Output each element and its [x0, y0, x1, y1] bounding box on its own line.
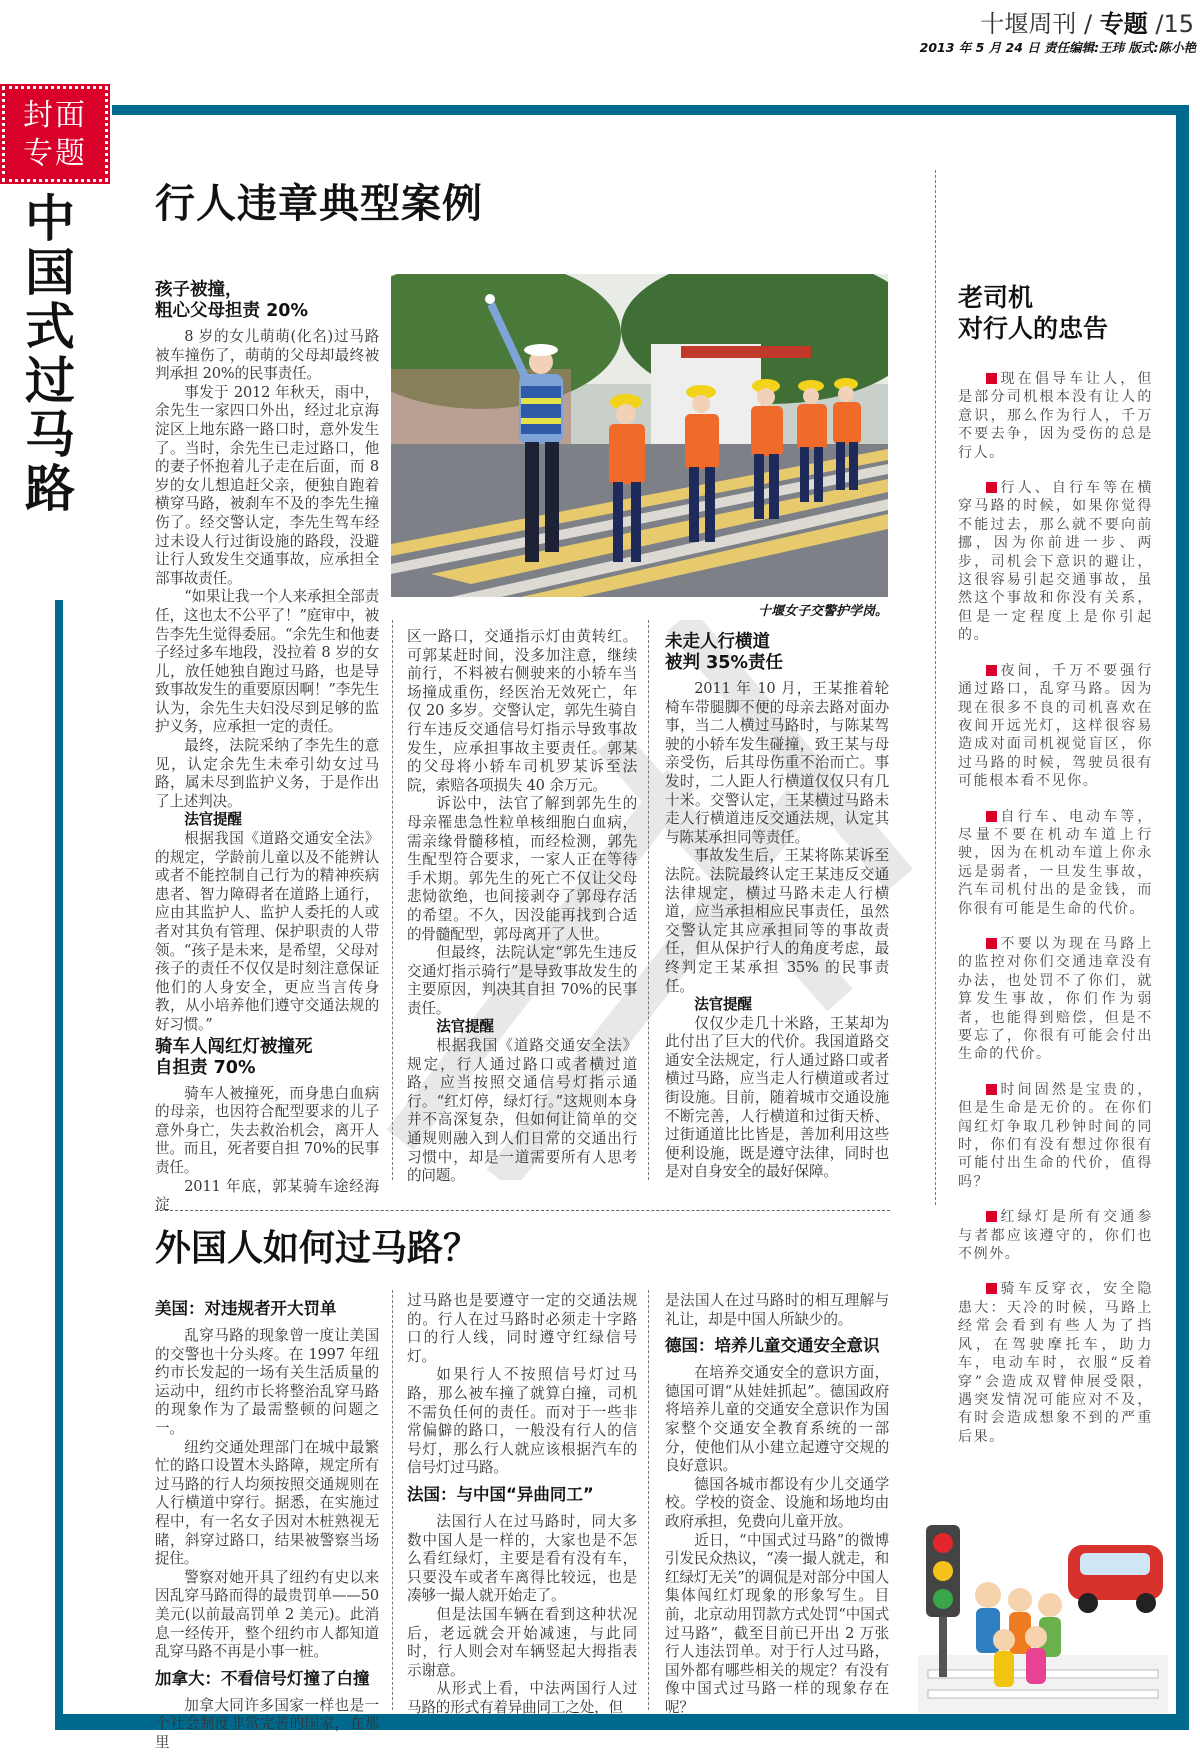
article-paragraph: 最终，法院采纳了李先生的意见，认定余先生未牵引幼女过马路，属未尽到监护义务，于是作出了上述判决。: [155, 737, 379, 810]
driver-advice-sidebar: [958, 282, 1153, 1463]
article-paragraph: 法国行人在过马路时，同大多数中国人是一样的，大家也是不怎么看红绿灯，主要是看有没有车，只要没车或者车离得比较远，也是凑够一撮人就开始走了。: [407, 1512, 637, 1605]
article-paragraph: 8 岁的女儿萌萌(化名)过马路被车撞伤了，萌萌的父母却最终被判承担 20%的民事责任。: [155, 328, 379, 383]
headline-line: 粗心父母担责 20%: [155, 301, 308, 321]
advice-text: 骑车反穿衣，安全隐患大：天冷的时候，马路上经常会看到有些人为了挡风，在驾驶摩托车，助力车，电动车时，衣服“反着穿”会造成双臂伸展受限，遇突发情况可能应对不及，有时会造成想象不到的严重后果。: [958, 1281, 1153, 1445]
article-paragraph: 加拿大同许多国家一样也是一个社会制度非常完善的国家，在那里: [155, 1696, 379, 1751]
article-paragraph: 乱穿马路的现象曾一度让美国的交警也十分头疼。在 1997 年纽约市长发起的一场有关生活质量的运动中，纽约市长将整治乱穿马路的现象作为了最需整顿的问题之一。: [155, 1327, 379, 1437]
article-paragraph: 在培养交通安全的意识方面，德国可谓“从娃娃抓起”。德国政府将培养儿童的交通安全意识作为国家整个交通安全教育系统的一部分，使他们从小建立起遵守交规的良好意识。: [665, 1364, 889, 1475]
advice-item: [958, 662, 1153, 791]
article-paragraph: 近日，“中国式过马路”的微博引发民众热议，“凑一撮人就走，和红绿灯无关”的调侃是对部分中国人集体闯红灯现象的形象写生。目前，北京动用罚款方式处罚“中国式过马路”，截至目前已开出 2 万张行人违法罚单。对于行人过马路，国外都有哪些相关的规定？有没有像中国式过马路一样的现象存在呢？: [665, 1531, 889, 1716]
country-subheading: 美国：对违规者开大罚单: [155, 1299, 337, 1318]
article-column: [155, 278, 379, 1215]
column-divider: [392, 620, 393, 1180]
date-editor-line: 2013 年 5 月 24 日 责任编辑:王玮 版式:陈小艳: [919, 40, 1196, 55]
section1-title: 行人违章典型案例: [155, 180, 483, 227]
page-number: /15: [1155, 10, 1194, 38]
advice-item: [958, 479, 1153, 645]
article-paragraph: 事发于 2012 年秋天，雨中，余先生一家四口外出，经过北京海淀区上地东路一路口时，意外发生了。当时，余先生已走过路口，他的妻子怀抱着儿子走在后面，而 8 岁的女儿想追赶父亲，便独自跑着横穿马路，被刹车不及的李先生撞伤了。经交警认定，李先生驾车经过未设人行过街设施的路段，没避让行人致发生交通事故，应承担全部事故责任。: [155, 383, 379, 587]
cartoon-illustration-jaywalking: [908, 1505, 1173, 1713]
column-divider: [392, 1290, 393, 1710]
article-paragraph: 骑车人被撞死，而身患白血病的母亲，也因符合配型要求的儿子意外身亡，失去救治机会，离开人世。而且，死者要自担 70%的民事责任。: [155, 1084, 379, 1176]
advice-item: [958, 808, 1153, 918]
advice-text: 自行车、电动车等，尽量不要在机动车道上行驶，因为在机动车道上你永远是弱者，一旦发生事故，汽车司机付出的是金钱，而你很有可能是生命的代价。: [958, 808, 1153, 917]
headline-line: 自担责 70%: [155, 1057, 256, 1078]
article-paragraph: 德国各城市都设有少儿交通学校。学校的资金、设施和场地均由政府承担，免费向儿童开放。: [665, 1475, 889, 1530]
article-paragraph: 事故发生后，王某将陈某诉至法院。法院最终认定王某违反交通法律规定，横过马路未走人行横道，应当承担相应民事责任，虽然交警认定其应承担同等的事故责任，但从保护行人的角度考虑，最终判定王某承担 35% 的民事责任。: [665, 847, 889, 995]
red-square-bullet-icon: [986, 482, 997, 493]
stamp-line: 封面: [23, 98, 87, 133]
article-paragraph: 诉讼中，法官了解到郭先生的母亲罹患急性粒单核细胞白血病，需亲缘骨髓移植，而经检测，郭先生配型符合要求，一家人正在等待手术期。郭先生的死亡不仅让父母悲恸欲绝，也间接剥夺了郭母存活的希望。不久，因没能再找到合适的骨髓配型，郭母离开了人世。: [407, 795, 637, 943]
stamp-line: 专题: [23, 136, 87, 171]
car-icon: [1068, 1545, 1163, 1613]
headline-line: 骑车人闯红灯被撞死: [155, 1036, 313, 1057]
traffic-light-icon: [926, 1525, 960, 1677]
article-paragraph: 但是法国车辆在看到这种状况后，老远就会开始减速，与此同时，行人则会对车辆竖起大拇指表示谢意。: [407, 1605, 637, 1679]
red-square-bullet-icon: [986, 1084, 997, 1095]
news-photo-traffic-police-escort: [391, 274, 888, 597]
photo-caption: 十堰女子交警护学岗。: [757, 604, 888, 619]
column-divider: [648, 620, 649, 1180]
article-headline: [155, 280, 379, 322]
advice-item: [958, 1081, 1153, 1191]
advice-text: 夜间，千万不要强行通过路口，乱穿马路。因为现在很多不良的司机喜欢在夜间开远光灯，这样很容易造成对面司机视觉盲区，你过马路的时候，驾驶员很有可能根本看不见你。: [958, 662, 1153, 790]
judge-reminder-label: 法官提醒: [436, 1018, 494, 1036]
article-paragraph: 如果行人不按照信号灯过马路，那么被车撞了就算白撞，司机不需负任何的责任。而对于一些非常偏僻的路口，一般没有行人的信号灯，那么行人就应该根据汽车的信号灯过马路。: [407, 1366, 637, 1477]
red-square-bullet-icon: [986, 1211, 997, 1222]
article-headline: [155, 1037, 379, 1079]
frame-left-bar: [55, 600, 63, 1730]
headline-line: 被判 35%责任: [665, 653, 783, 673]
red-square-bullet-icon: [986, 665, 997, 676]
country-subheading: 加拿大：不看信号灯撞了白撞: [155, 1668, 370, 1688]
advice-item: [958, 1208, 1153, 1263]
article-paragraph: 2011 年底，郭某骑车途经海淀: [155, 1177, 379, 1214]
article-column: [665, 1292, 889, 1717]
sidebar-title: [958, 282, 1153, 344]
article-column: [665, 630, 889, 1182]
advice-text: 行人、自行车等在横穿马路的时候，如果你觉得不能过去，那么就不要向前挪，因为你前进一步、两步，司机会下意识的避让，这很容易引起交通事故，虽然这个事故和你没有关系，但是一定程度上是你引起的。: [958, 480, 1153, 644]
article-paragraph: 根据我国《道路交通安全法》的规定，学龄前儿童以及不能辨认或者不能控制自己行为的精神疾病患者、智力障碍者在道路上通行，应由其监护人、监护人委托的人或者对其负有管理、保护职责的人带领。“孩子是未来，是希望，父母对孩子的责任不仅仅是时刻注意保证他们的人身安全，更应当言传身教，从小培养他们遵守交通法规的好习惯。”: [155, 830, 379, 1033]
article-column: [155, 1292, 379, 1752]
advice-item: [958, 935, 1153, 1064]
advice-text: 时间固然是宝贵的，但是生命是无价的。在你们闯红灯争取几秒钟时间的同时，你们有没有想过你很有可能付出生命的代价，值得吗？: [958, 1081, 1153, 1190]
red-square-bullet-icon: [986, 811, 997, 822]
article-headline: [665, 632, 889, 674]
column-divider: [648, 1290, 649, 1710]
article-column: [407, 628, 637, 1186]
article-paragraph: 根据我国《道路交通安全法》规定，行人通过路口或者横过道路，应当按照交通信号灯指示通行。“红灯停，绿灯行。”这规则本身并不高深复杂，但如何让简单的交通规则融入到人们日常的交通出行习惯中，却是一道需要所有人思考的问题。: [407, 1037, 637, 1185]
country-subheading: 德国：培养儿童交通安全意识: [665, 1336, 880, 1356]
section-name: 专题: [1099, 10, 1148, 38]
cover-feature-stamp: [2, 86, 108, 182]
article-paragraph: 2011 年 10 月，王某推着轮椅车带腿脚不便的母亲去路对面办事，当二人横过马路时，与陈某驾驶的小轿车发生碰撞，致王某与母亲受伤，后其母伤重不治而亡。事发时，二人距人行横道仅仅只有几十米。交警认定，王某横过马路未走人行横道违反交通法规，认定其与陈某承担同等责任。: [665, 680, 889, 846]
column-divider: [935, 170, 936, 1205]
red-square-bullet-icon: [986, 938, 997, 949]
article-paragraph: 纽约交通处理部门在城中最繁忙的路口设置木头路障，规定所有过马路的行人均须按照交通规则在人行横道中穿行。据悉，在实施过程中，有一名女子因对木桩熟视无睹，斜穿过路口，结果被警察当场捉住。: [155, 1438, 379, 1568]
article-paragraph: 区一路口，交通指示灯由黄转红。可郭某赶时间，没多加注意，继续前行，不料被右侧驶来的小轿车当场撞成重伤，经医治无效死亡，年仅 20 多岁。交警认定，郭先生骑自行车违反交通信号灯指示导致事故发生，应承担事故主要责任。郭某的父母将小轿车司机罗某诉至法院，索赔各项损失 40 余万元。: [407, 628, 637, 794]
article-paragraph: 但最终，法院认定“郭先生违反交通灯指示骑行”是导致事故发生的主要原因，判决其自担 70%的民事责任。: [407, 944, 637, 1017]
article-column: [407, 1292, 637, 1717]
judge-reminder-label: 法官提醒: [694, 996, 752, 1014]
judge-reminder-label: 法官提醒: [184, 811, 242, 829]
sidebar-title-line: 对行人的忠告: [958, 314, 1109, 343]
red-square-bullet-icon: [986, 373, 997, 384]
masthead: 十堰周刊 / 专题 /15: [980, 10, 1194, 38]
advice-item: [958, 370, 1153, 462]
advice-item: [958, 1280, 1153, 1446]
frame-right-bar: [1176, 105, 1189, 1730]
headline-line: 未走人行横道: [665, 632, 770, 652]
advice-text: 现在倡导车让人，但是部分司机根本没有让人的意识，那么作为行人，千万不要去争，因为受伤的总是行人。: [958, 371, 1153, 461]
frame-top-bar: [112, 105, 1189, 115]
country-subheading: 法国：与中国“异曲同工”: [407, 1484, 594, 1504]
article-paragraph: 是法国人在过马路时的相互理解与礼让，却是中国人所缺少的。: [665, 1292, 889, 1328]
feature-title-vertical: 中国式过马路: [25, 189, 75, 518]
article-paragraph: “如果让我一个人来承担全部责任，这也太不公平了！”庭审中，被告李先生觉得委屈。“余先生和他妻子经过多车地段，没拉着 8 岁的女儿，放任她独自跑过马路，也是导致事故发生的重要原因啊！”李先生认为，余先生夫妇没尽到足够的监护义务，应承担一定的责任。: [155, 588, 379, 736]
red-square-bullet-icon: [986, 1283, 997, 1294]
advice-text: 不要以为现在马路上的监控对你们交通违章没有办法，也处罚不了你们，就算发生事故，你们作为弱者，也能得到赔偿，但是不要忘了，你很有可能会付出生命的代价。: [958, 935, 1153, 1063]
article-paragraph: 过马路也是要遵守一定的交通法规的。行人在过马路时必须走十字路口的行人线，同时遵守红绿信号灯。: [407, 1292, 637, 1365]
article-paragraph: 仅仅少走几十米路，王某却为此付出了巨大的代价。我国道路交通安全法规定，行人通过路口或者横过马路，应当走人行横道或者过街设施。目前，随着城市交通设施不断完善，人行横道和过街天桥、过街通道比比皆是，善加利用这些便利设施，既是遵守法律，同时也是对自身安全的最好保障。: [665, 1014, 889, 1181]
advice-list: [958, 370, 1153, 1446]
article-paragraph: 警察对她开具了纽约有史以来因乱穿马路而得的最贵罚单——50 美元(以前最高罚单 2 美元)。此消息一经传开，整个纽约市人都知道乱穿马路不再是小事一桩。: [155, 1568, 379, 1661]
sidebar-title-line: 老司机: [958, 283, 1034, 312]
headline-line: 孩子被撞，: [155, 280, 243, 300]
publication-name: 十堰周刊: [980, 10, 1077, 38]
advice-text: 红绿灯是所有交通参与者都应该遵守的，你们也不例外。: [958, 1209, 1153, 1263]
article-paragraph: 从形式上看，中法两国行人过马路的形式有着异曲同工之处，但: [407, 1680, 637, 1716]
section2-title: 外国人如何过马路？: [155, 1227, 480, 1269]
